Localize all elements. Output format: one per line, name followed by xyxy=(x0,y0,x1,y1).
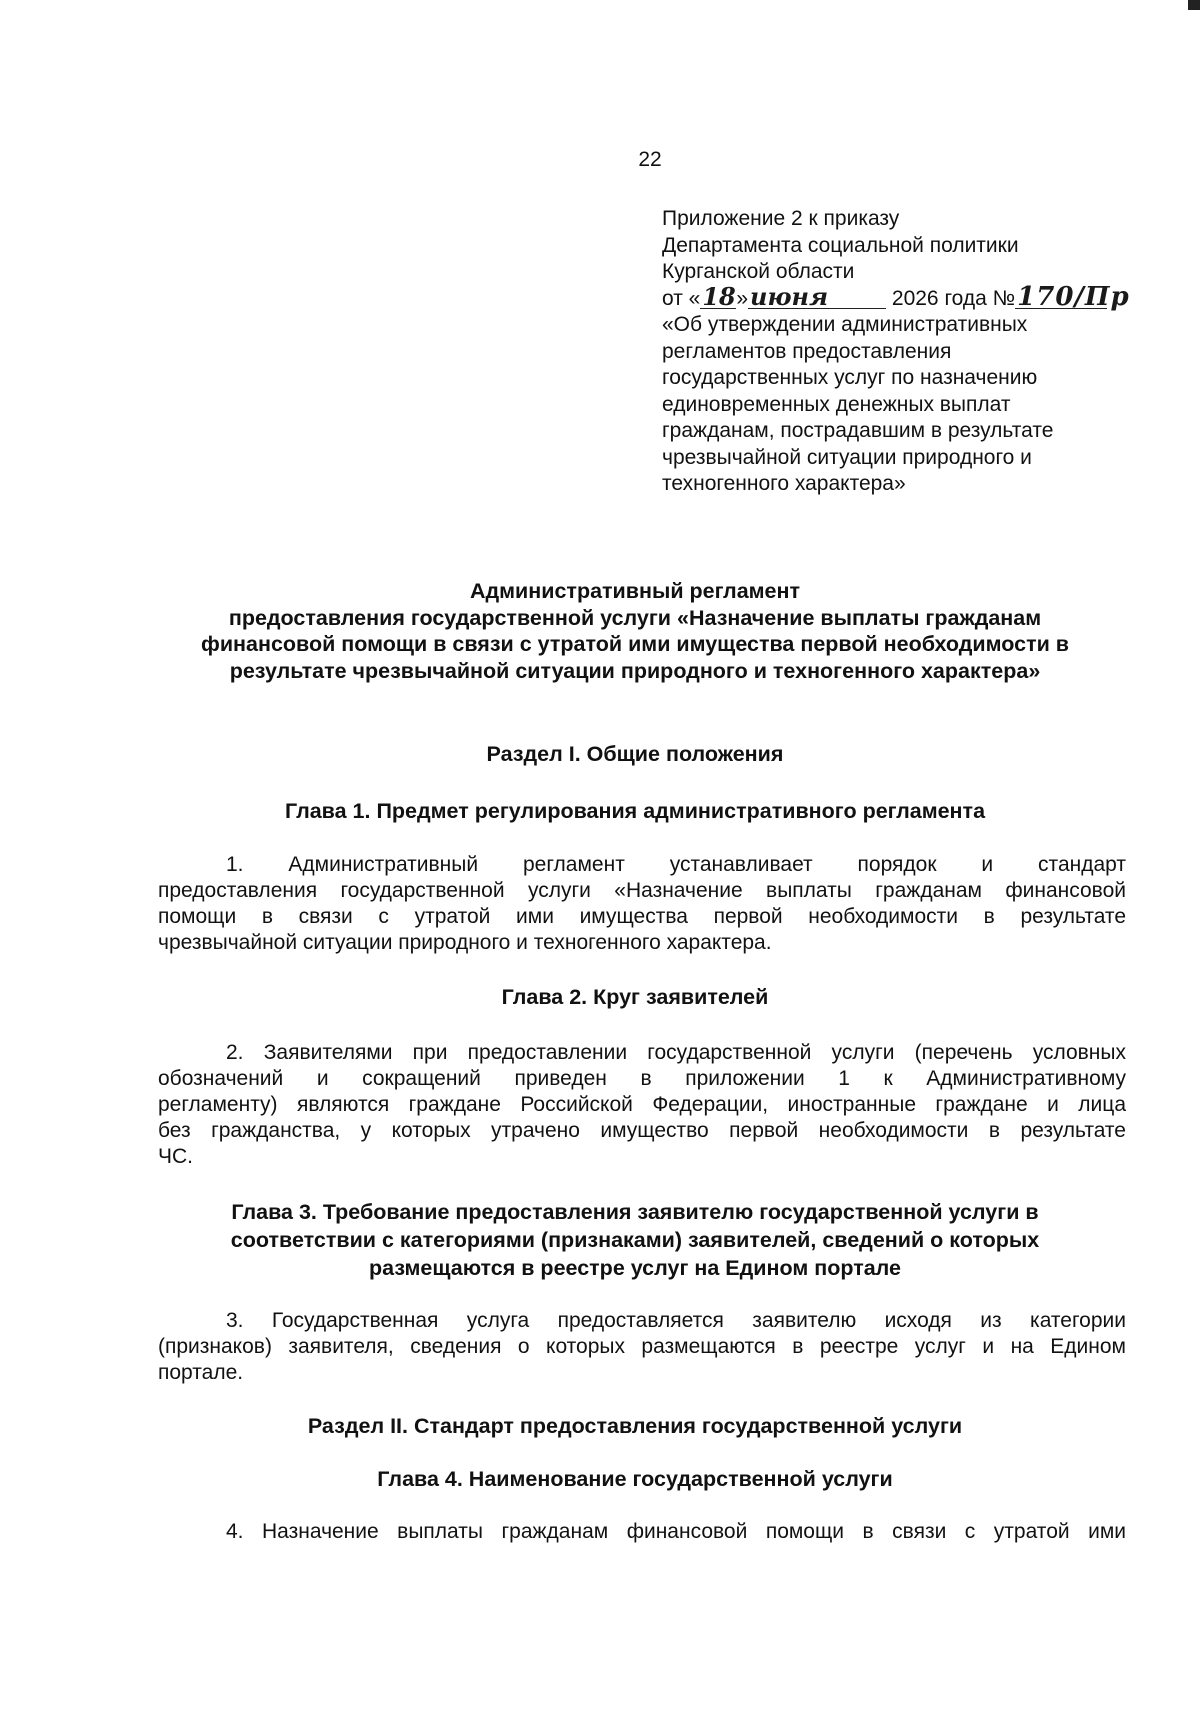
paragraph-line: чрезвычайной ситуации природного и техногенного характера. xyxy=(158,931,772,954)
paragraph-line: 3. Государственная услуга предоставляется заявителю исходя из категории xyxy=(226,1309,1126,1332)
appendix-line: Курганской области xyxy=(662,260,855,283)
chapter-3-heading: Глава 3. Требование предоставления заявителю государственной услуги в соответствии с категориями (признаками) заявителей, сведений о которых размещаются в реестре услуг на Едином портале xyxy=(230,1200,1040,1280)
appendix-line: государственных услуг по назначению xyxy=(662,366,1038,389)
paragraph-1 xyxy=(158,852,1126,956)
paragraph-line: обозначений и сокращений приведен в приложении 1 к Административному xyxy=(158,1067,1126,1090)
handwritten-month: июня xyxy=(748,286,886,309)
date-prefix: от « xyxy=(662,286,701,310)
section-2-heading: Раздел II. Стандарт предоставления государственной услуги xyxy=(307,1414,963,1438)
title-line: предоставления государственной услуги «Назначение выплаты гражданам xyxy=(228,605,1042,630)
appendix-header xyxy=(662,206,1132,498)
paragraph-line: ЧС. xyxy=(158,1145,193,1168)
paragraph-line: предоставления государственной услуги «Назначение выплаты гражданам финансовой xyxy=(158,879,1126,902)
document-title xyxy=(150,578,1120,684)
chapter-2-heading: Глава 2. Круг заявителей xyxy=(501,985,769,1009)
section-1-heading: Раздел I. Общие положения xyxy=(486,742,784,766)
paragraph-line: 4. Назначение выплаты гражданам финансовой помощи в связи с утратой ими xyxy=(226,1520,1126,1543)
appendix-line: техногенного характера» xyxy=(662,472,906,495)
paragraph-line: помощи в связи с утратой ими имущества первой необходимости в результате xyxy=(158,905,1126,928)
paragraph-line: портале. xyxy=(158,1361,244,1384)
paragraph-line: регламенту) являются граждане Российской Федерации, иностранные граждане и лица xyxy=(158,1093,1126,1116)
appendix-line: Приложение 2 к приказу xyxy=(662,207,900,230)
paragraph-4 xyxy=(158,1519,1126,1545)
paragraph-3 xyxy=(158,1308,1126,1386)
appendix-date-line xyxy=(662,281,1132,313)
appendix-line: Департамента социальной политики xyxy=(662,233,1019,257)
appendix-line: регламентов предоставления xyxy=(662,339,952,363)
handwritten-day: 18 xyxy=(702,281,736,311)
appendix-line: единовременных денежных выплат xyxy=(662,392,1011,416)
paragraph-line: (признаков) заявителя, сведения о которых размещаются в реестре услуг и на Едином xyxy=(158,1335,1126,1358)
title-line: финансовой помощи в связи с утратой ими имущества первой необходимости в xyxy=(201,632,1069,656)
paragraph-line: 2. Заявителями при предоставлении государственной услуги (перечень условных xyxy=(226,1041,1126,1064)
scan-corner-mark xyxy=(1188,0,1200,10)
paragraph-line: без гражданства, у которых утрачено имущество первой необходимости в результате xyxy=(158,1119,1126,1142)
paragraph-2 xyxy=(158,1040,1126,1170)
page-number: 22 xyxy=(638,148,662,171)
date-year: 2026 года № xyxy=(891,286,1016,310)
appendix-line: «Об утверждении административных xyxy=(662,313,1028,336)
chapter-4-heading: Глава 4. Наименование государственной услуги xyxy=(377,1467,893,1491)
handwritten-order-number: 170/Пр xyxy=(1017,281,1130,312)
title-line: Административный регламент xyxy=(469,579,801,603)
date-mid: » xyxy=(736,286,749,310)
appendix-line: чрезвычайной ситуации природного и xyxy=(662,445,1032,469)
title-line: результате чрезвычайной ситуации природного и техногенного характера» xyxy=(229,658,1041,683)
paragraph-line: 1. Административный регламент устанавливает порядок и стандарт xyxy=(226,853,1126,876)
appendix-line: гражданам, пострадавшим в результате xyxy=(662,419,1054,442)
chapter-1-heading: Глава 1. Предмет регулирования административного регламента xyxy=(284,799,986,823)
